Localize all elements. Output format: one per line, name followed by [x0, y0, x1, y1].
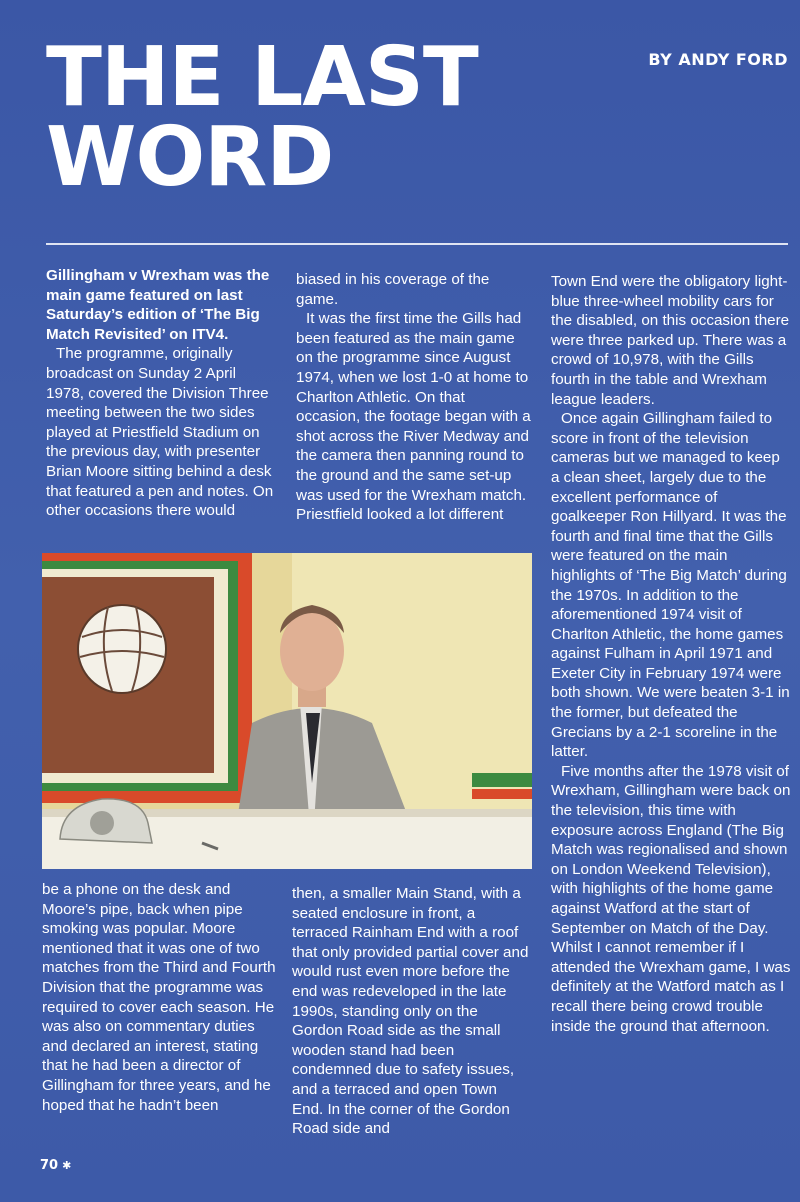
paragraph: The programme, originally broadcast on Sunday 2 April 1978, covered the Division Three meeting between the two sides played at Priestfield Stadium on the previous day, with presenter Brian Moore sitting behind a desk that featured a pen and notes. On other occasions there would — [46, 345, 274, 520]
headline-line-2: WORD — [46, 110, 334, 205]
photo-illustration — [42, 553, 532, 869]
paragraph: It was the first time the Gills had been featured as the main game on the programme since August 1974, when we lost 1-0 at home to Charlton Athletic. On that occasion, the footage began with a shot across the River Medway and the camera then panning round to the ground and the same set-up was used for the Wrexham match. Priestfield looked a lot different — [296, 310, 531, 524]
page-number: 70 — [40, 1158, 59, 1173]
headline — [46, 30, 478, 205]
headline-line-1: THE LAST — [46, 30, 478, 125]
byline: BY ANDY FORD — [648, 50, 788, 69]
paragraph: biased in his coverage of the game. — [296, 271, 490, 308]
tv-presenter-photo — [42, 553, 532, 869]
article-column-3 — [551, 272, 791, 1036]
paragraph: then, a smaller Main Stand, with a seated enclosure in front, a terraced Rainham End with a roof that only provided partial cover and would rust even more before the end was redeveloped in the late 1990s, standing only on the Gordon Road side as the small wooden stand had been condemned due to safety issues, and a terraced and open Town End. In the corner of the Gordon Road side and — [292, 885, 529, 1138]
article-column-2-top — [296, 270, 532, 525]
lead-paragraph: Gillingham v Wrexham was the main game featured on last Saturday’s edition of ‘The Big Match Revisited’ on ITV4. — [46, 267, 270, 343]
article-column-1-top — [46, 266, 278, 521]
article-column-1-bottom — [42, 880, 276, 1115]
header-divider — [46, 243, 788, 245]
paragraph: Town End were the obligatory light-blue three-wheel mobility cars for the disabled, on this occasion there were three parked up. There was a crowd of 10,978, with the Gills fourth in the table and Wrexham league leaders. — [551, 273, 790, 408]
paragraph: Five months after the 1978 visit of Wrexham, Gillingham were back on the television, this time with exposure across England (The Big Match was regionalised and shown on London Weekend Television), with highlights of the home game against Watford at the start of September on Match of the Day. Whilst I cannot remember if I attended the Wrexham game, I was definitely at the Watford match as I recall there being crowd trouble inside the ground that afternoon. — [551, 762, 791, 1035]
article-column-2-bottom — [292, 884, 530, 1139]
page-footer — [40, 1158, 71, 1173]
club-logo-icon: ✱ — [62, 1159, 72, 1172]
paragraph: Once again Gillingham failed to score in front of the television cameras but we managed to keep a clean sheet, largely due to the excellent performance of goalkeeper Ron Hillyard. It was the fourth and final time that the Gills were featured on the main highlights of ‘The Big Match’ during the 1970s. In addition to the aforementioned 1974 visit of Charlton Athletic, the home games against Fulham in April 1971 and Exeter City in February 1974 were both shown. We were beaten 3-1 in the former, but defeated the Grecians by a 2-1 scoreline in the latter. — [551, 410, 790, 761]
paragraph: be a phone on the desk and Moore’s pipe, back when pipe smoking was popular. Moore mentioned that it was one of two matches from the Third and Fourth Division that the programme was required to cover each season. He was also on commentary duties and declared an interest, stating that he had been a director of Gillingham for three years, and he hoped that he hadn’t been — [42, 881, 276, 1114]
football-icon — [78, 605, 166, 693]
